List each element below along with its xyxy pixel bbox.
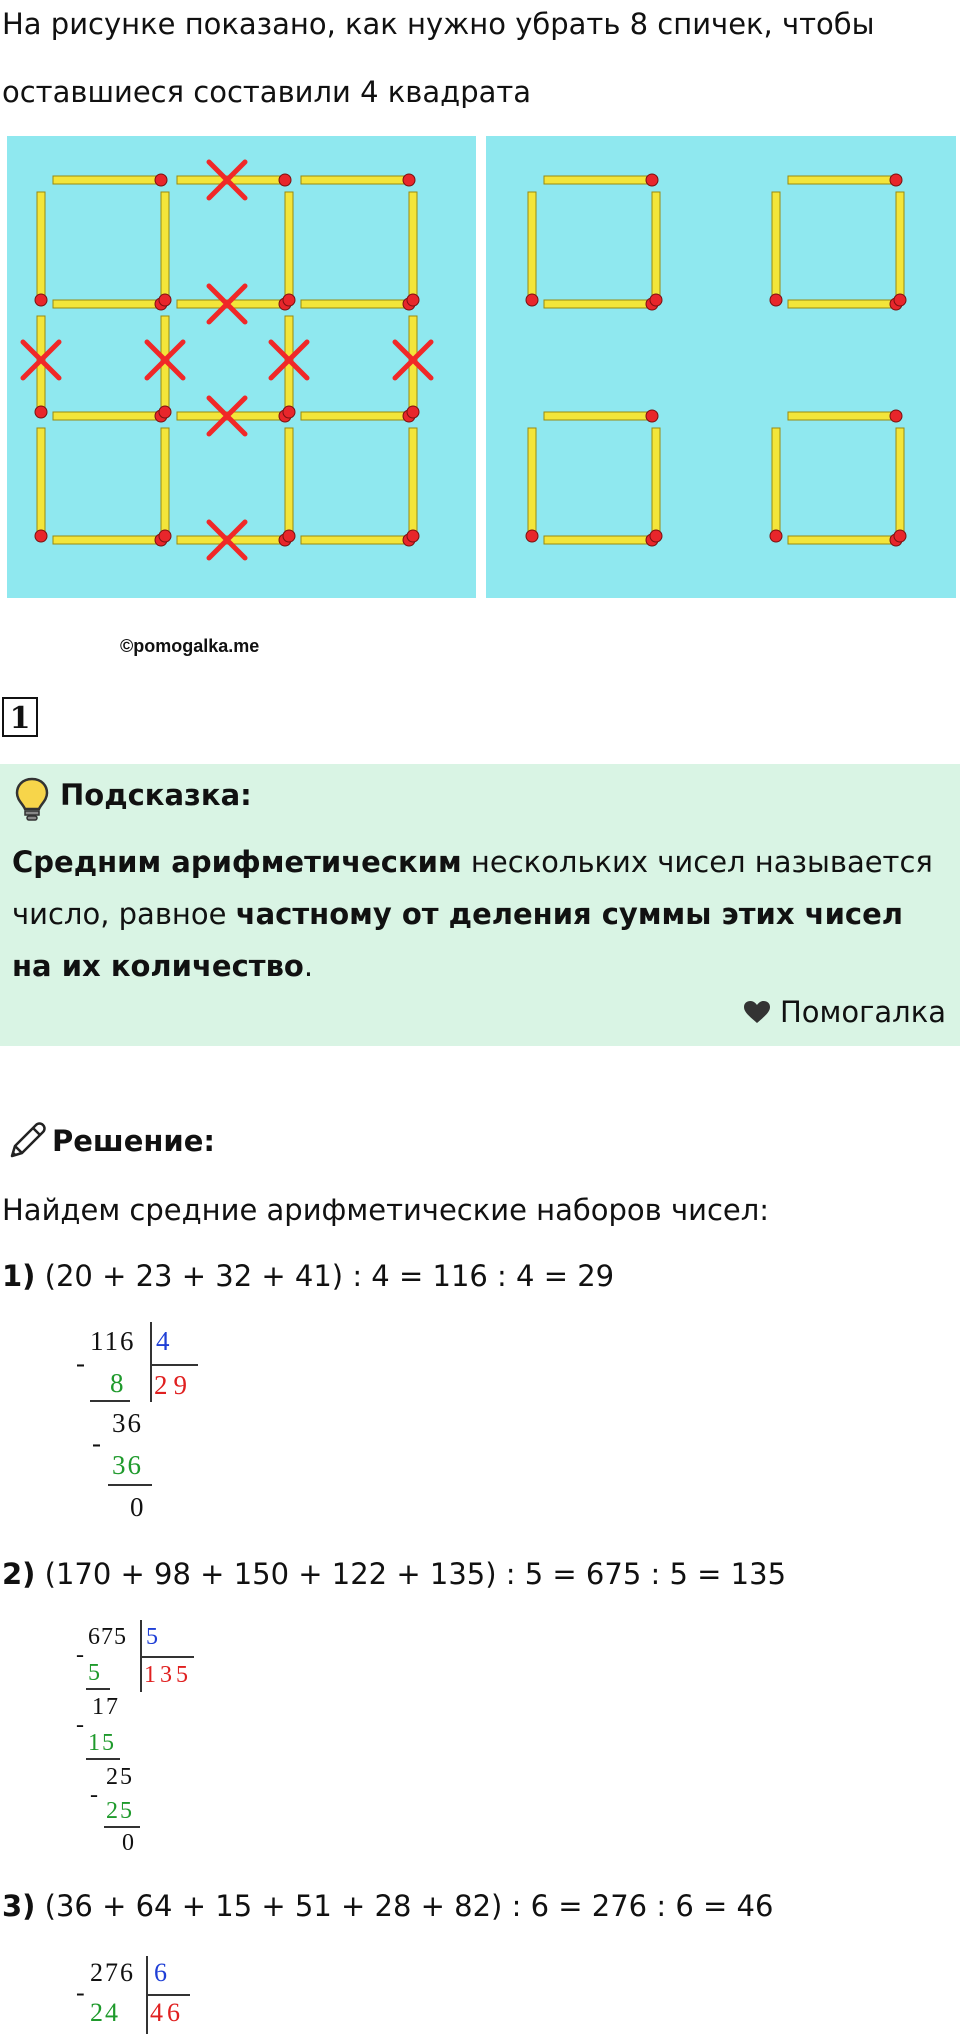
quotient: 29	[154, 1370, 193, 1400]
match-horizontal	[301, 300, 409, 308]
match-vertical	[652, 428, 660, 536]
subtrahend: 25	[106, 1798, 134, 1824]
divisor: 5	[146, 1624, 158, 1650]
match-vertical	[285, 192, 293, 300]
matches-puzzle-before	[7, 136, 476, 598]
match-head	[403, 174, 415, 186]
heart-icon	[743, 1000, 771, 1024]
match-head	[35, 294, 47, 306]
remainder: 17	[92, 1694, 120, 1720]
hint-term: Средним арифметическим	[12, 845, 462, 879]
match-head	[894, 530, 906, 542]
match-head	[159, 406, 171, 418]
match-head	[650, 530, 662, 542]
match-vertical	[772, 192, 780, 300]
hint-title: Подсказка:	[60, 778, 252, 812]
remainder: 0	[130, 1492, 144, 1522]
match-vertical	[772, 428, 780, 536]
match-vertical	[409, 428, 417, 536]
subtrahend: 24	[90, 1998, 120, 2027]
subtrahend: 8	[110, 1368, 124, 1398]
hint-brand	[743, 992, 946, 1032]
match-head	[894, 294, 906, 306]
match-head	[890, 410, 902, 422]
match-horizontal	[788, 412, 896, 420]
match-vertical	[896, 428, 904, 536]
match-head	[770, 530, 782, 542]
remainder: 0	[122, 1830, 134, 1856]
match-vertical	[652, 192, 660, 300]
remainder: 25	[106, 1764, 134, 1790]
subtrahend: 15	[88, 1730, 116, 1756]
match-head	[35, 530, 47, 542]
match-horizontal	[301, 176, 409, 184]
hint-text	[12, 836, 942, 992]
dividend: 675	[88, 1624, 127, 1650]
match-vertical	[285, 428, 293, 536]
task-number: 1	[2, 697, 38, 737]
intro-line-1: На рисунке показано, как нужно убрать 8 спичек, чтобы	[2, 7, 875, 41]
match-horizontal	[788, 300, 896, 308]
dividend: 116	[90, 1326, 136, 1356]
match-horizontal	[53, 412, 161, 420]
match-head	[890, 174, 902, 186]
match-head	[646, 410, 658, 422]
match-head	[283, 406, 295, 418]
match-horizontal	[544, 300, 652, 308]
match-head	[283, 294, 295, 306]
match-head	[407, 294, 419, 306]
pencil-icon	[6, 1120, 48, 1162]
match-head	[159, 530, 171, 542]
match-horizontal	[788, 176, 896, 184]
remainder: 36	[112, 1408, 143, 1438]
task-number-3: 3)	[2, 1889, 36, 1923]
divisor: 4	[156, 1326, 170, 1356]
subtrahend: 5	[88, 1660, 100, 1686]
minus-sign: -	[90, 1782, 98, 1808]
minus-sign: -	[76, 1642, 84, 1668]
match-head	[526, 294, 538, 306]
quotient: 135	[144, 1662, 192, 1688]
quotient: 46	[150, 1998, 184, 2027]
match-horizontal	[53, 300, 161, 308]
match-vertical	[37, 192, 45, 300]
match-vertical	[409, 192, 417, 300]
solution-lead: Найдем средние арифметические наборов чисел:	[2, 1193, 770, 1227]
match-head	[279, 174, 291, 186]
hint-text-part: нескольких чисел называется число, равное	[12, 845, 933, 931]
match-head	[770, 294, 782, 306]
match-vertical	[896, 192, 904, 300]
match-vertical	[528, 428, 536, 536]
divisor: 6	[154, 1958, 167, 1987]
solution-title: Решение:	[52, 1124, 216, 1158]
match-head	[407, 406, 419, 418]
dividend: 276	[90, 1958, 135, 1987]
match-head	[646, 174, 658, 186]
task-expr-3: (36 + 64 + 15 + 51 + 28 + 82) : 6 = 276 : 6 = 46	[35, 1889, 774, 1923]
match-horizontal	[53, 176, 161, 184]
task-expr-2: (170 + 98 + 150 + 122 + 135) : 5 = 675 : 5 = 135	[35, 1557, 787, 1591]
match-head	[159, 294, 171, 306]
task-number-1: 1)	[2, 1259, 36, 1293]
minus-sign: -	[76, 1348, 85, 1378]
match-horizontal	[301, 536, 409, 544]
match-head	[35, 406, 47, 418]
task-line-3	[2, 1886, 773, 1926]
hint-text-end: .	[303, 949, 314, 983]
match-head	[407, 530, 419, 542]
match-vertical	[161, 192, 169, 300]
matches-puzzle-after	[486, 136, 956, 598]
match-head	[283, 530, 295, 542]
match-vertical	[161, 428, 169, 536]
hint-definition: частному от деления суммы этих чисел на их количество	[12, 897, 903, 983]
minus-sign: -	[76, 1712, 84, 1738]
match-horizontal	[544, 412, 652, 420]
task-expr-1: (20 + 23 + 32 + 41) : 4 = 116 : 4 = 29	[35, 1259, 615, 1293]
minus-sign: -	[76, 1978, 85, 2007]
match-horizontal	[544, 536, 652, 544]
task-number-2: 2)	[2, 1557, 36, 1591]
match-horizontal	[544, 176, 652, 184]
match-horizontal	[53, 536, 161, 544]
match-vertical	[37, 428, 45, 536]
match-horizontal	[788, 536, 896, 544]
intro-line-2: оставшиеся составили 4 квадрата	[2, 75, 532, 109]
watermark: ©pomogalka.me	[120, 636, 260, 656]
lightbulb-icon	[12, 776, 52, 822]
brand-label: Помогалка	[780, 995, 946, 1029]
match-vertical	[528, 192, 536, 300]
match-head	[155, 174, 167, 186]
minus-sign: -	[92, 1428, 101, 1458]
match-head	[650, 294, 662, 306]
task-line-2	[2, 1554, 786, 1594]
match-horizontal	[301, 412, 409, 420]
hint-box	[0, 764, 960, 1046]
subtrahend: 36	[112, 1450, 143, 1480]
match-head	[526, 530, 538, 542]
task-line-1	[2, 1256, 614, 1296]
